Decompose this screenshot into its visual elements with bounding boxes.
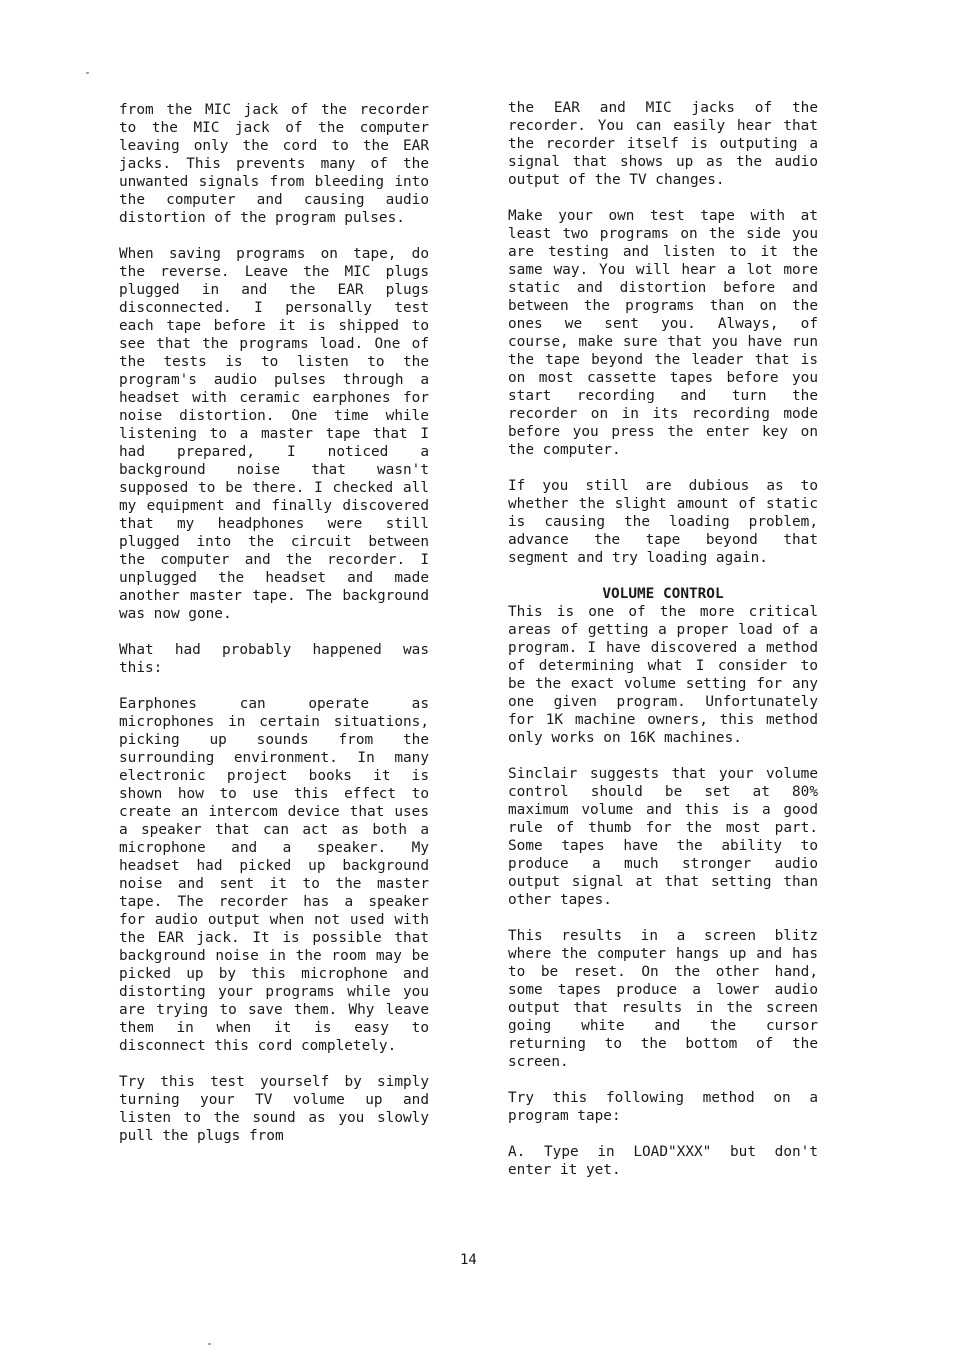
page-number: 14 (460, 1252, 477, 1268)
paragraph-right-5: Sinclair suggests that your volume control should be set at 80% maximum volume and this is a good rule of thumb for the most part. Some tapes have the ability to produce a much stronger audio output signal at that setting than other tapes. (508, 766, 818, 908)
paragraph-left-1: from the MIC jack of the recorder to the MIC jack of the computer leaving only the cord to the EAR jacks. This prevents many of the unwanted signals from bleeding into the computer and causing audio distortion of the program pulses. (119, 102, 429, 226)
scan-speck-top (86, 72, 89, 74)
left-column (119, 101, 429, 1163)
paragraph-right-7: Try this following method on a program tape: (508, 1090, 818, 1124)
paragraph-left-2: When saving programs on tape, do the reverse. Leave the MIC plugs plugged in and the EAR plugs disconnected. I personally test each tape before it is shipped to see that the programs load. One of the tests is to listen to the program's audio pulses through a headset with ceramic earphones for noise distortion. One time while listening to a master tape that I had prepared, I noticed a background noise that wasn't supposed to be there. I checked all my equipment and finally discovered that my headphones were still plugged into the circuit between the computer and the recorder. I unplugged the headset and made another master tape. The background was now gone. (119, 246, 429, 622)
paragraph-left-3: What had probably happened was this: (119, 642, 429, 676)
paragraph-right-8: A. Type in LOAD"XXX" but don't enter it yet. (508, 1144, 818, 1178)
scan-speck-bottom (208, 1343, 211, 1345)
paragraph-right-3: If you still are dubious as to whether the slight amount of static is causing the loading problem, advance the tape beyond that segment and try loading again. (508, 478, 818, 566)
paragraph-right-6: This results in a screen blitz where the computer hangs up and has to be reset. On the other hand, some tapes produce a lower audio output that results in the screen going white and the cursor returning to the bottom of the screen. (508, 928, 818, 1070)
paragraph-left-4: Earphones can operate as microphones in certain situations, picking up sounds from the surrounding environment. In many electronic project books it is shown how to use this effect to create an intercom device that uses a speaker that can act as both a microphone and a speaker. My headset had picked up background noise and sent it to the master tape. The recorder has a speaker for audio output when not used with the EAR jack. It is possible that background noise in the room may be picked up by this microphone and distorting your programs while you are trying to save them. Why leave them in when it is easy to disconnect this cord completely. (119, 696, 429, 1054)
section-heading-volume-control: VOLUME CONTROL (602, 586, 724, 602)
paragraph-right-2: Make your own test tape with at least two programs on the side you are testing and listen to it the same way. You will hear a lot more static and distortion before and between the programs than on the ones we sent you. Always, of course, make sure that you have run the tape beyond the leader that is on most cassette tapes before you start recording and turn the recorder on in its recording mode before you press the enter key on the computer. (508, 208, 818, 458)
paragraph-right-4: This is one of the more critical areas of getting a proper load of a program. I have discovered a method of determining what I consider to be the exact volume setting for any one given program. Unfortunately for 1K machine owners, this method only works on 16K machines. (508, 604, 818, 746)
paragraph-left-5: Try this test yourself by simply turning your TV volume up and listen to the sound as you slowly pull the plugs from (119, 1074, 429, 1144)
paragraph-right-1: the EAR and MIC jacks of the recorder. You can easily hear that the recorder itself is outputing a signal that shows up as the audio output of the TV changes. (508, 100, 818, 188)
right-column (508, 99, 818, 1197)
